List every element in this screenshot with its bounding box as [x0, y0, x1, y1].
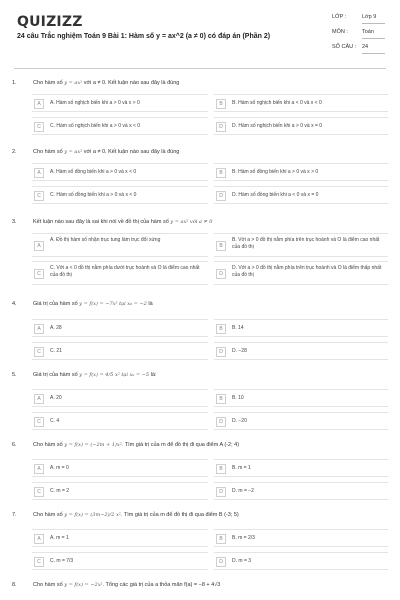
option-letter-box: D [216, 487, 226, 497]
stem-formula: y = f(x) = −7x² tại x₀ = −2 [79, 301, 147, 307]
stem-text: là: [150, 372, 157, 378]
option-b[interactable] [214, 389, 388, 407]
stem-text: Giá trị của hàm số [33, 301, 78, 307]
option-letter-box: B [216, 464, 226, 474]
option-letter-box: B [216, 324, 226, 334]
option-text: D. m = 3 [232, 558, 252, 564]
option-c[interactable] [32, 186, 208, 204]
meta-key: MÔN : [332, 29, 348, 35]
option-letter-box: A [34, 168, 44, 178]
question-stem [33, 442, 373, 448]
option-text: C. m = 2 [50, 488, 70, 494]
question-stem [33, 219, 373, 225]
option-text: C. Hàm số đồng biến khi a > 0 và x < 0 [50, 192, 137, 198]
option-text: A. 28 [50, 325, 62, 331]
question-number: 4. [12, 301, 17, 307]
meta-key: SỐ CÂU : [332, 44, 357, 50]
option-a[interactable] [32, 94, 208, 112]
option-b[interactable] [214, 163, 388, 181]
option-text: A. m = 0 [50, 465, 69, 471]
option-d[interactable] [214, 552, 388, 570]
option-text: D. Với a > 0 đồ thị nằm phía trên trục hoành và O là điểm thấp nhất của đồ thị [232, 265, 382, 278]
option-text: B. 14 [232, 325, 244, 331]
question-number: 3. [12, 219, 17, 225]
option-d[interactable] [214, 261, 388, 285]
stem-text: Kết luận nào sau đây là sai khi nói về đồ thị của hàm số [33, 219, 169, 225]
stem-formula: y = ax² [64, 149, 83, 155]
meta-underline [362, 23, 385, 24]
option-c[interactable] [32, 552, 208, 570]
header-divider [14, 68, 386, 69]
option-b[interactable] [214, 319, 388, 337]
option-d[interactable] [214, 482, 388, 500]
option-text: D. m = −2 [232, 488, 254, 494]
option-letter-box: D [216, 122, 226, 132]
option-text: B. m = 1 [232, 465, 251, 471]
meta-row-subject [300, 29, 385, 44]
question-number: 8. [12, 582, 17, 588]
stem-text: là [148, 301, 153, 307]
option-letter-box: A [34, 534, 44, 544]
option-text: D. Hàm số nghịch biến khi a > 0 và x = 0 [232, 123, 323, 129]
option-letter-box: C [34, 191, 44, 201]
option-a[interactable] [32, 529, 208, 547]
option-letter-box: D [216, 557, 226, 567]
option-letter-box: D [216, 191, 226, 201]
stem-text: Tìm giá trị của m để đồ thị đi qua điểm B (-3; 5) [123, 512, 239, 518]
option-letter-box: B [216, 168, 226, 178]
option-letter-box: C [34, 557, 44, 567]
option-letter-box: B [216, 534, 226, 544]
stem-formula: y = f(x) = (3m−2)/2 x². [64, 512, 123, 518]
meta-row-class [300, 14, 385, 29]
question-stem [33, 80, 373, 86]
option-b[interactable] [214, 459, 388, 477]
option-d[interactable] [214, 117, 388, 135]
stem-text: Cho hàm số [33, 442, 63, 448]
stem-text: Cho hàm số [33, 149, 63, 155]
option-text: B. Hàm số đồng biến khi a > 0 và x > 0 [232, 169, 319, 175]
stem-text: Giá trị của hàm số [33, 372, 78, 378]
option-c[interactable] [32, 482, 208, 500]
option-letter-box: C [34, 122, 44, 132]
option-text: C. Với a < 0 đồ thị nằm phía dưới trục hoành và O là điểm cao nhất của đồ thị [50, 265, 200, 278]
option-letter-box: A [34, 241, 44, 251]
option-letter-box: A [34, 464, 44, 474]
meta-row-count [300, 44, 385, 59]
worksheet-header [0, 0, 400, 70]
option-c[interactable] [32, 342, 208, 360]
option-letter-box: C [34, 269, 44, 279]
stem-formula: y = f(x) = (−2m + 1)x². [64, 442, 124, 448]
worksheet-meta [300, 14, 385, 59]
option-letter-box: C [34, 417, 44, 427]
option-letter-box: A [34, 324, 44, 334]
question-stem [33, 582, 373, 588]
option-c[interactable] [32, 117, 208, 135]
stem-text: Tổng các giá trị của a thỏa mãn f(a) = −8 + 4√3 [105, 582, 221, 588]
question-stem [33, 372, 373, 378]
option-text: C. 4 [50, 418, 60, 424]
option-letter-box: C [34, 347, 44, 357]
option-text: D. Hàm số đồng biến khi a < 0 và x = 0 [232, 192, 319, 198]
option-a[interactable] [32, 233, 208, 257]
stem-formula: y = ax² với a ≠ 0 [170, 219, 213, 225]
question-stem [33, 512, 373, 518]
option-b[interactable] [214, 529, 388, 547]
option-a[interactable] [32, 163, 208, 181]
option-text: D. −20 [232, 418, 247, 424]
option-letter-box: C [34, 487, 44, 497]
option-b[interactable] [214, 94, 388, 112]
meta-underline [362, 38, 385, 39]
option-letter-box: D [216, 417, 226, 427]
option-d[interactable] [214, 186, 388, 204]
option-text: A. Hàm số nghịch biến khi a > 0 và x > 0 [50, 100, 140, 106]
option-a[interactable] [32, 389, 208, 407]
meta-key: LỚP : [332, 14, 347, 20]
option-text: B. m = 2/3 [232, 535, 255, 541]
option-b[interactable] [214, 233, 388, 257]
option-c[interactable] [32, 261, 208, 285]
option-text: B. 10 [232, 395, 244, 401]
option-a[interactable] [32, 459, 208, 477]
option-text: A. 20 [50, 395, 62, 401]
option-letter-box: B [216, 394, 226, 404]
option-text: B. Hàm số nghịch biến khi a < 0 và x < 0 [232, 100, 322, 106]
option-c[interactable] [32, 412, 208, 430]
option-d[interactable] [214, 342, 388, 360]
meta-value: Lớp 9 [362, 14, 377, 20]
option-letter-box: A [34, 99, 44, 109]
option-a[interactable] [32, 319, 208, 337]
stem-text: với a ≠ 0. Kết luận nào sau đây là đúng [83, 149, 180, 155]
stem-formula: y = ax² [64, 80, 83, 86]
question-number: 7. [12, 512, 17, 518]
option-letter-box: D [216, 269, 226, 279]
option-letter-box: A [34, 394, 44, 404]
meta-value: Toán [362, 29, 374, 35]
question-number: 2. [12, 149, 17, 155]
question-number: 6. [12, 442, 17, 448]
question-number: 1. [12, 80, 17, 86]
option-letter-box: D [216, 347, 226, 357]
option-d[interactable] [214, 412, 388, 430]
document-title: 24 câu Trắc nghiệm Toán 9 Bài 1: Hàm số y = ax^2 (a ≠ 0) có đáp án (Phần 2) [17, 33, 271, 40]
stem-formula: y = f(x) = −2x². [64, 582, 105, 588]
option-text: C. m = 7/3 [50, 558, 74, 564]
option-text: A. Đồ thị hàm số nhận trục tung làm trục đối xứng [50, 237, 161, 243]
question-number: 5. [12, 372, 17, 378]
option-text: D. −28 [232, 348, 247, 354]
option-letter-box: B [216, 99, 226, 109]
stem-text: Cho hàm số [33, 80, 63, 86]
stem-text: Tìm giá trị của m để đồ thị đi qua điểm A (-2; 4) [124, 442, 240, 448]
option-text: A. m = 1 [50, 535, 69, 541]
brand-logo[interactable]: QUIZIZZ [17, 14, 83, 30]
option-text: C. Hàm số nghịch biến khi a > 0 và x < 0 [50, 123, 141, 129]
option-text: C. 21 [50, 348, 62, 354]
option-letter-box: B [216, 241, 226, 251]
option-text: A. Hàm số đồng biến khi a > 0 và x < 0 [50, 169, 137, 175]
stem-formula: y = f(x) = 4/5 x² tại x₀ = −5 [79, 372, 150, 378]
meta-value: 24 [362, 44, 369, 50]
question-stem [33, 149, 373, 155]
stem-text: Cho hàm số [33, 512, 63, 518]
stem-text: với a ≠ 0. Kết luận nào sau đây là đúng [83, 80, 180, 86]
stem-text: Cho hàm số [33, 582, 63, 588]
meta-underline [362, 53, 385, 54]
option-text: B. Với a > 0 đồ thị nằm phía trên trục hoành và O là điểm cao nhất của đồ thị [232, 237, 380, 250]
question-stem [33, 301, 373, 307]
